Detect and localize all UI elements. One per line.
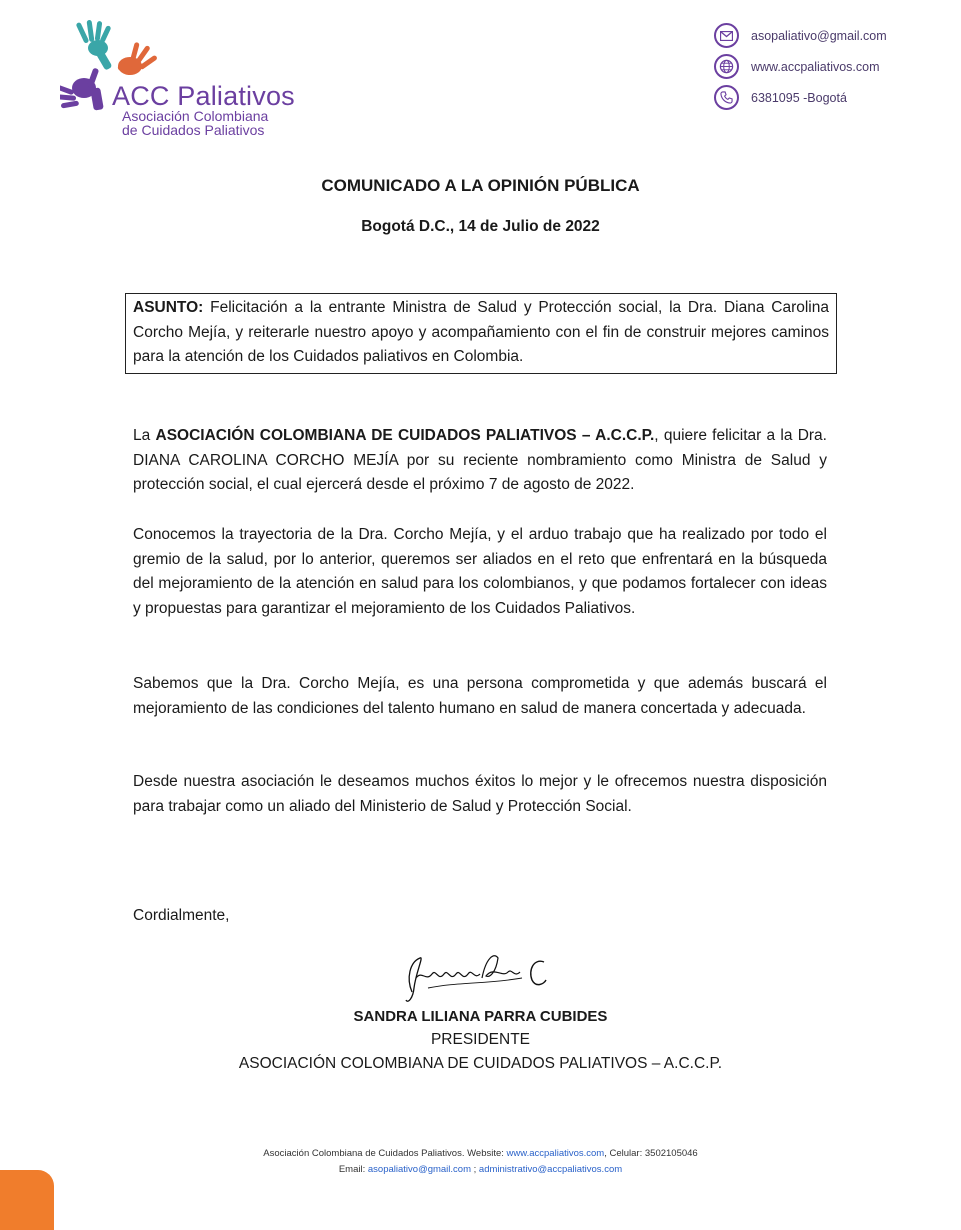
paragraph-3: Sabemos que la Dra. Corcho Mejía, es una persona comprometida y que además buscará el mejoramiento de las condiciones del talento humano en salud de manera concertada y adecuada. bbox=[133, 675, 827, 717]
contact-phone: 6381095 -Bogotá bbox=[751, 90, 847, 105]
contact-block bbox=[714, 21, 954, 114]
contact-email-row bbox=[714, 21, 954, 50]
logo-subtitle-line1: Asociación Colombiana bbox=[122, 108, 269, 124]
contact-website-row bbox=[714, 52, 954, 81]
corner-accent-shape bbox=[0, 1170, 54, 1230]
signer-role: PRESIDENTE bbox=[430, 1031, 531, 1048]
footer-org-text: Asociación Colombiana de Cuidados Paliativos. Website: bbox=[263, 1148, 507, 1159]
contact-phone-row bbox=[714, 83, 954, 112]
paragraph-1-start: La bbox=[133, 427, 156, 444]
footer-website-link[interactable]: www.accpaliativos.com bbox=[506, 1148, 605, 1159]
subject-text: Felicitación a la entrante Ministra de Salud y Protección social, la Dra. Diana Carolina Corcho Mejía, y reiterarle nuestro apoyo y acompañamiento con el fin de construir mejores caminos para la atención de los Cuidados paliativos en Colombia. bbox=[133, 299, 829, 365]
document-date: Bogotá D.C., 14 de Julio de 2022 bbox=[361, 218, 600, 235]
footer-line-2 bbox=[0, 1164, 961, 1175]
paragraph-1 bbox=[133, 424, 827, 498]
handwritten-signature bbox=[398, 948, 553, 1008]
phone-icon bbox=[714, 85, 739, 110]
footer-phone-text: , Celular: 3502105046 bbox=[604, 1148, 698, 1159]
footer-email-link-2[interactable]: administrativo@accpaliativos.com bbox=[478, 1164, 623, 1175]
footer-email-label: Email: bbox=[338, 1164, 368, 1175]
document-title: COMUNICADO A LA OPINIÓN PÚBLICA bbox=[321, 176, 640, 195]
footer-line-1 bbox=[0, 1148, 961, 1159]
closing-salutation: Cordialmente, bbox=[133, 907, 230, 924]
signer-organization: ASOCIACIÓN COLOMBIANA DE CUIDADOS PALIATIVOS – A.C.C.P. bbox=[238, 1055, 723, 1072]
logo-subtitle bbox=[122, 109, 268, 137]
globe-icon bbox=[714, 54, 739, 79]
contact-email[interactable]: asopaliativo@gmail.com bbox=[751, 28, 887, 43]
organization-logo bbox=[60, 18, 320, 142]
logo-subtitle-line2: de Cuidados Paliativos bbox=[122, 122, 265, 138]
paragraph-2: Conocemos la trayectoria de la Dra. Corcho Mejía, y el arduo trabajo que ha realizado por todo el gremio de la salud, por lo anterior, queremos ser aliados en el reto que enfrentará en la búsqueda del mejoramiento de la atención en salud para los colombianos, y que podamos fortalecer con ideas y propuestas para garantizar el mejoramiento de los Cuidados Paliativos. bbox=[133, 526, 827, 617]
subject-box bbox=[125, 293, 837, 374]
contact-website[interactable]: www.accpaliativos.com bbox=[751, 59, 880, 74]
paragraph-1-rest: , quiere felicitar a la Dra. DIANA CAROLINA CORCHO MEJÍA por su reciente nombramiento como Ministra de Salud y protección social, el cual ejercerá desde el próximo 7 de agosto de 2022. bbox=[133, 427, 827, 493]
subject-label: ASUNTO: bbox=[133, 299, 204, 316]
paragraph-4: Desde nuestra asociación le deseamos muchos éxitos lo mejor y le ofrecemos nuestra disposición para trabajar como un aliado del Ministerio de Salud y Protección Social. bbox=[133, 773, 827, 815]
association-name-bold: ASOCIACIÓN COLOMBIANA DE CUIDADOS PALIATIVOS – A.C.C.P. bbox=[155, 427, 655, 444]
signer-name: SANDRA LILIANA PARRA CUBIDES bbox=[353, 1008, 608, 1025]
footer-email-separator: ; bbox=[471, 1164, 479, 1175]
logo-name: ACC Paliativos bbox=[112, 81, 295, 111]
footer-email-link-1[interactable]: asopaliativo@gmail.com bbox=[367, 1164, 471, 1175]
envelope-icon bbox=[714, 23, 739, 48]
